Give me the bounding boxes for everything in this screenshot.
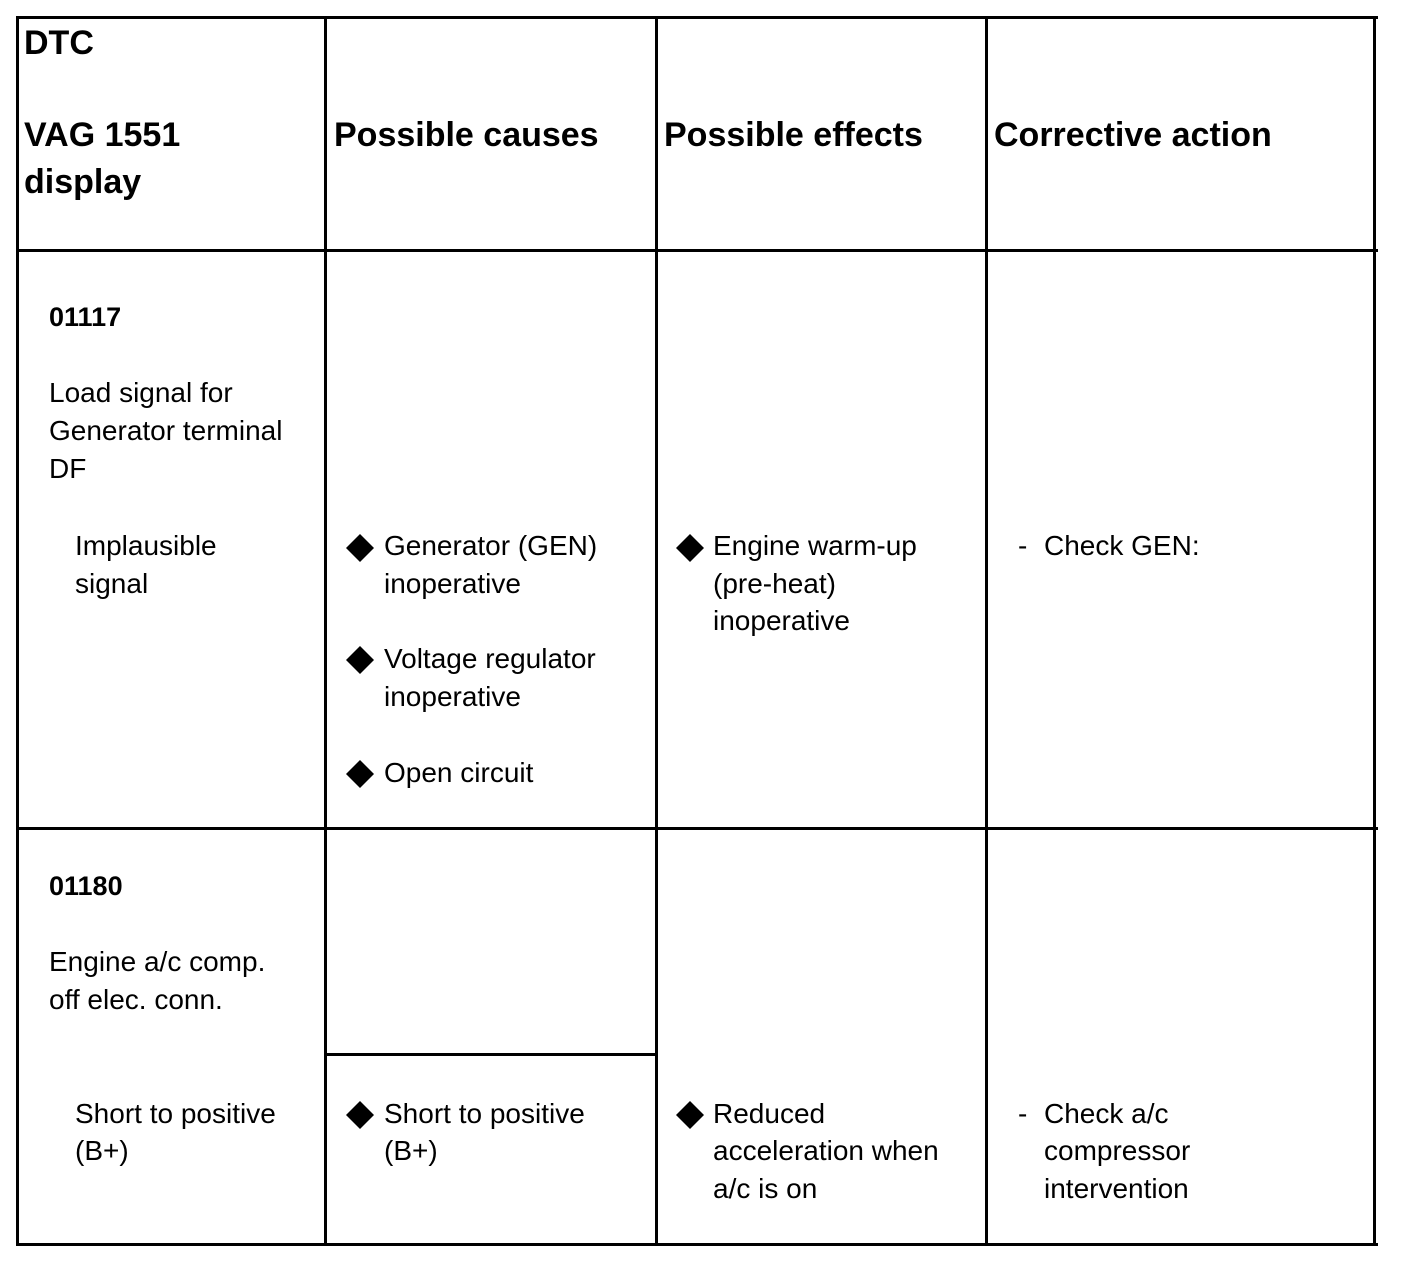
dtc-condition: signal bbox=[75, 568, 149, 599]
diamond-bullet-icon bbox=[345, 645, 375, 675]
possible-effect: Engine warm-up bbox=[713, 530, 917, 561]
dtc-code: 01117 bbox=[49, 302, 122, 332]
dtc-condition: (B+) bbox=[75, 1135, 129, 1166]
possible-cause: Voltage regulator bbox=[384, 643, 596, 674]
table-border-bottom bbox=[16, 1243, 1378, 1246]
dtc-condition: Implausible bbox=[75, 530, 217, 561]
possible-cause: Open circuit bbox=[384, 757, 534, 788]
corrective-action: compressor bbox=[1044, 1135, 1191, 1166]
row-divider bbox=[16, 827, 1378, 830]
possible-effect: (pre-heat) bbox=[713, 568, 836, 599]
header-dtc: DTC bbox=[24, 24, 94, 62]
dtc-description: Engine a/c comp. bbox=[49, 946, 266, 977]
possible-effect: Reduced bbox=[713, 1098, 826, 1129]
table-border-top bbox=[16, 16, 1378, 19]
action-dash: - bbox=[1018, 530, 1028, 561]
dtc-description: Load signal for bbox=[49, 377, 233, 408]
possible-cause: Generator (GEN) bbox=[384, 530, 598, 561]
corrective-action: intervention bbox=[1044, 1173, 1189, 1204]
corrective-action: Check a/c bbox=[1044, 1098, 1169, 1129]
table-border-right bbox=[1373, 16, 1376, 1246]
header-vag-display-2: display bbox=[24, 163, 142, 201]
dtc-condition: Short to positive bbox=[75, 1098, 276, 1129]
diamond-bullet-icon bbox=[345, 533, 375, 563]
possible-effect: inoperative bbox=[713, 605, 850, 636]
header-possible-causes: Possible causes bbox=[334, 116, 599, 154]
possible-cause: inoperative bbox=[384, 681, 521, 712]
possible-cause: (B+) bbox=[384, 1135, 438, 1166]
corrective-action: Check GEN: bbox=[1044, 530, 1200, 561]
header-possible-effects: Possible effects bbox=[664, 116, 923, 154]
header-vag-display: VAG 1551 bbox=[24, 116, 181, 154]
diamond-bullet-icon bbox=[675, 533, 705, 563]
diamond-bullet-icon bbox=[345, 759, 375, 789]
possible-effect: acceleration when bbox=[713, 1135, 939, 1166]
dtc-code: 01180 bbox=[49, 871, 123, 901]
dtc-description: off elec. conn. bbox=[49, 984, 223, 1015]
dtc-description: DF bbox=[49, 453, 87, 484]
table-border-left bbox=[16, 16, 19, 1246]
possible-cause: inoperative bbox=[384, 568, 521, 599]
column-divider-2 bbox=[655, 16, 658, 1246]
possible-cause: Short to positive bbox=[384, 1098, 585, 1129]
dtc-description: Generator terminal bbox=[49, 415, 283, 446]
column-divider-3 bbox=[985, 16, 988, 1246]
action-dash: - bbox=[1018, 1098, 1028, 1129]
possible-effect: a/c is on bbox=[713, 1173, 818, 1204]
diamond-bullet-icon bbox=[345, 1100, 375, 1130]
header-corrective-action: Corrective action bbox=[994, 116, 1272, 154]
header-divider bbox=[16, 249, 1378, 252]
cause-cell-divider bbox=[326, 1053, 658, 1056]
diamond-bullet-icon bbox=[675, 1100, 705, 1130]
column-divider-1 bbox=[324, 16, 327, 1246]
